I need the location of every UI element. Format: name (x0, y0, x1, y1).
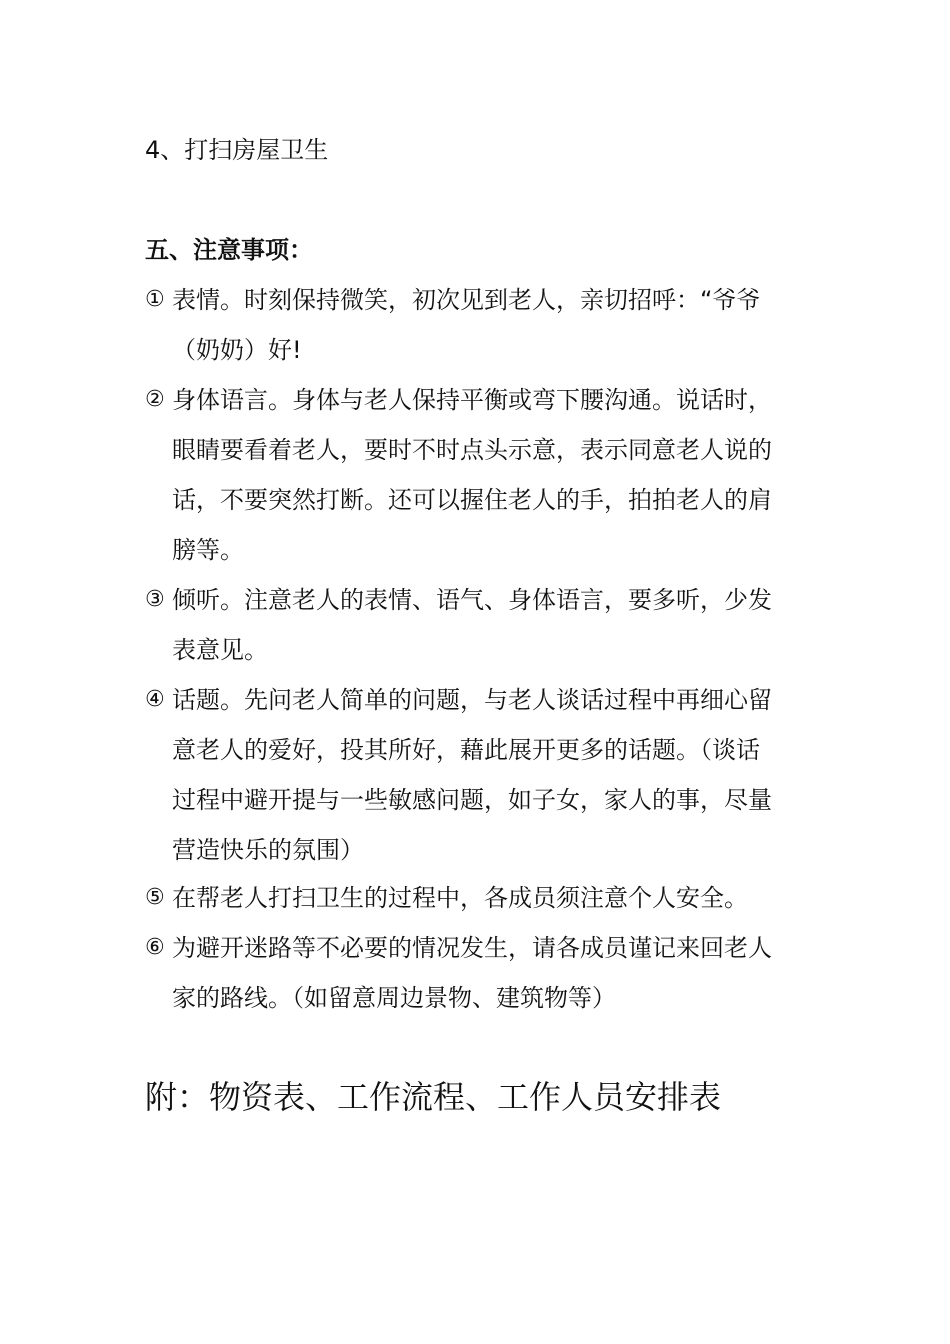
item-4-line-2: 意老人的爱好，投其所好，藉此展开更多的话题。（谈话 (172, 736, 760, 764)
item-6-line-2: 家的路线。（如留意周边景物、建筑物等） (172, 984, 616, 1012)
item-6-line-1: 为避开迷路等不必要的情况发生，请各成员谨记来回老人 (172, 934, 772, 962)
item-3-line-1: 倾听。注意老人的表情、语气、身体语言，要多听，少发 (172, 586, 772, 614)
list-item-4: 4、打扫房屋卫生 (145, 136, 329, 164)
item-1-marker: ① (145, 287, 165, 312)
item-1-line-2: （奶奶）好! (172, 336, 302, 364)
item-2-line-1: 身体语言。身体与老人保持平衡或弯下腰沟通。说话时， (172, 386, 772, 414)
appendix-title: 附：物资表、工作流程、工作人员安排表 (145, 1078, 722, 1116)
item-3-marker: ③ (145, 587, 165, 612)
item-2-line-2: 眼睛要看着老人，要时不时点头示意，表示同意老人说的 (172, 436, 772, 464)
item-5-line-1: 在帮老人打扫卫生的过程中，各成员须注意个人安全。 (172, 884, 748, 912)
item-2-line-3: 话，不要突然打断。还可以握住老人的手，拍拍老人的肩 (172, 486, 772, 514)
item-4-line-3: 过程中避开提与一些敏感问题，如子女，家人的事，尽量 (172, 786, 772, 814)
item-3-line-2: 表意见。 (172, 636, 268, 664)
section-heading-notes: 五、注意事项： (145, 236, 313, 264)
item-2-marker: ② (145, 387, 165, 412)
item-6-marker: ⑥ (145, 935, 165, 960)
item-4-line-1: 话题。先问老人简单的问题，与老人谈话过程中再细心留 (172, 686, 772, 714)
item-1-line-1: 表情。时刻保持微笑，初次见到老人，亲切招呼：“爷爷 (172, 286, 761, 314)
item-4-marker: ④ (145, 687, 165, 712)
item-5-marker: ⑤ (145, 885, 165, 910)
item-2-line-4: 膀等。 (172, 536, 244, 564)
item-4-line-4: 营造快乐的氛围） (172, 836, 364, 864)
